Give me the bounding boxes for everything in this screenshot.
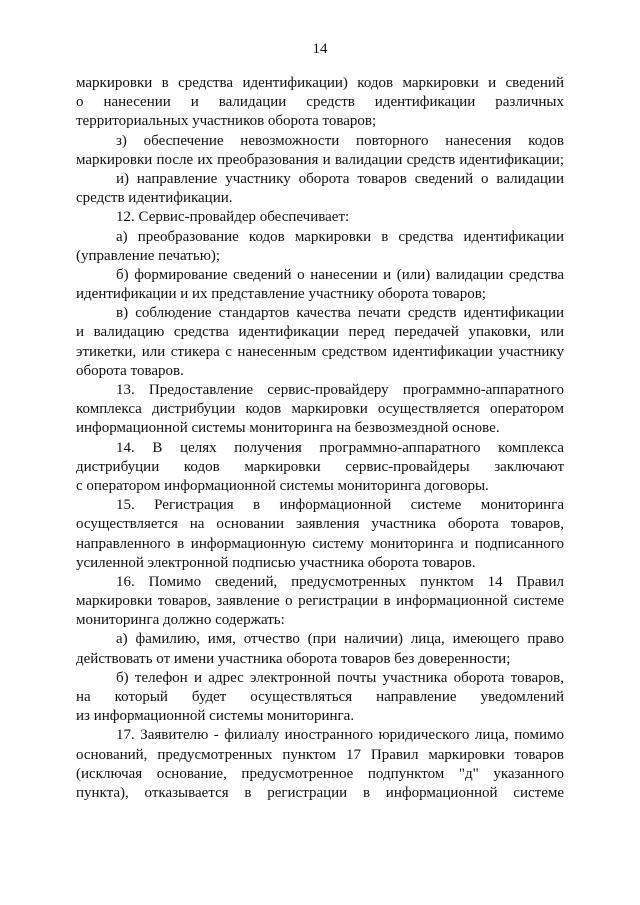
text-line: осуществляется на основании заявления участника оборота товаров, [76, 516, 564, 533]
text-line: из информационной системы мониторинга. [76, 708, 355, 725]
text-line: направленного в информационную систему мониторинга и подписанного [76, 535, 564, 552]
text-line: 13. Предоставление сервис-провайдеру программно-аппаратного [116, 382, 564, 398]
page-number: 14 [312, 41, 328, 57]
text-line: этикетки, или стикера с нанесенным средством идентификации участнику [76, 343, 564, 360]
text-line: идентификации и их представление участнику оборота товаров; [76, 286, 486, 303]
text-line: пункта), отказывается в регистрации в информационной системе [76, 784, 564, 801]
text-line: 12. Сервис-провайдер обеспечивает: [116, 209, 350, 226]
text-line: 14. В целях получения программно-аппаратного комплекса [116, 439, 564, 456]
text-line: з) обеспечение невозможности повторного нанесения кодов [116, 132, 564, 149]
text-line: комплекса дистрибуции кодов маркировки осуществляется оператором [76, 401, 564, 418]
text-line: на который будет осуществляться направление уведомлений [76, 689, 564, 705]
text-line: б) телефон и адрес электронной почты участника оборота товаров, [116, 669, 564, 686]
text-line: усиленной электронной подписью участника оборота товаров. [76, 554, 476, 571]
text-line: о нанесении и валидации средств идентификации различных [76, 94, 564, 111]
text-line: с оператором информационной системы мониторинга договоры. [76, 477, 489, 494]
text-line: 16. Помимо сведений, предусмотренных пунктом 14 Правил [116, 573, 564, 590]
text-line: б) формирование сведений о нанесении и (или) валидации средства [116, 266, 564, 283]
text-line: дистрибуции кодов маркировки сервис-провайдеры заключают [76, 458, 564, 475]
text-line: а) преобразование кодов маркировки в средства идентификации [116, 228, 564, 245]
text-line: маркировки в средства идентификации) кодов маркировки и сведений [76, 75, 564, 91]
text-line: и валидацию средства идентификации перед передачей упаковки, или [76, 324, 564, 341]
text-line: маркировки товаров, заявление о регистрации в информационной системе [76, 593, 564, 610]
text-line: в) соблюдение стандартов качества печати средств идентификации [116, 305, 564, 322]
text-line: оснований, предусмотренных пунктом 17 Правил маркировки товаров [76, 746, 564, 763]
text-line: территориальных участников оборота товаров; [76, 113, 377, 130]
document-body [76, 74, 564, 803]
text-line: 15. Регистрация в информационной системе мониторинга [116, 497, 564, 514]
text-line: средств идентификации. [76, 190, 233, 207]
text-line: а) фамилию, имя, отчество (при наличии) лица, имеющего право [116, 631, 564, 648]
text-line: информационной системы мониторинга на безвозмездной основе. [76, 420, 500, 437]
text-line: (управление печатью); [76, 247, 221, 264]
text-line: (исключая основание, предусмотренное подпунктом "д" указанного [76, 765, 564, 782]
text-line: мониторинга должно содержать: [76, 612, 285, 629]
text-line: действовать от имени участника оборота товаров без доверенности; [76, 650, 511, 667]
text-line: и) направление участнику оборота товаров сведений о валидации [116, 170, 564, 187]
text-line: оборота товаров. [76, 362, 184, 379]
text-line: маркировки после их преобразования и валидации средств идентификации; [76, 151, 564, 168]
text-line: 17. Заявителю - филиалу иностранного юридического лица, помимо [116, 727, 564, 744]
